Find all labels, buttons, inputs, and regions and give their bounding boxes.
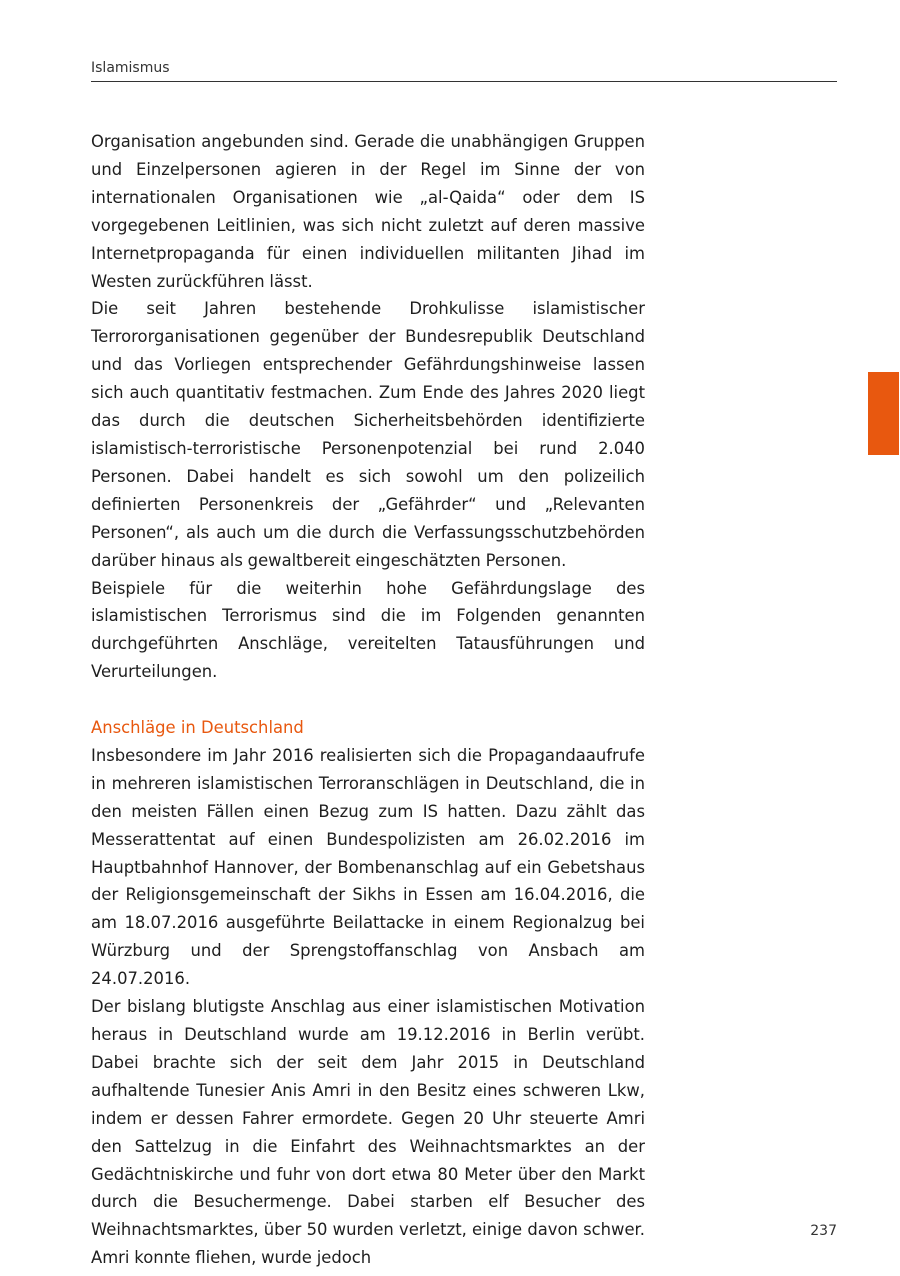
body-paragraph-2: Die seit Jahren bestehende Drohkulisse islamistischer Terrororganisationen gegenüber der Bundesrepublik Deutschland und das Vorliegen entsprechender Gefährdungshinweise lassen sich auch quantitativ festmachen. Zum Ende des Jahres 2020 liegt das durch die deutschen Sicherheitsbehörden identifizierte islamistisch-terroristische Personenpotenzial bei rund 2.040 Personen. Dabei handelt es sich sowohl um den polizeilich definierten Personenkreis der „Gefährder“ und „Relevanten Personen“, als auch um die durch die Verfassungsschutzbehörden darüber hinaus als gewaltbereit eingeschätzten Personen. [91,299,645,570]
section-heading: Anschläge in Deutschland [91,718,304,738]
body-paragraph-1: Organisation angebunden sind. Gerade die unabhängigen Gruppen und Einzelpersonen agieren in der Regel im Sinne der von internationalen Organisationen wie „al-Qaida“ oder dem IS vorgegebenen Leitlinien, was sich nicht zuletzt auf deren massive Internetpropaganda für einen individuellen militanten Jihad im Westen zurückführen lässt. [91,132,645,291]
chapter-tab-marker [868,372,899,455]
body-paragraph-4: Insbesondere im Jahr 2016 realisierten sich die Propagandaaufrufe in mehreren islamistischen Terroranschlägen in Deutschland, die in den meisten Fällen einen Bezug zum IS hatten. Dazu zählt das Messerattentat auf einen Bundespolizisten am 26.02.2016 im Hauptbahnhof Hannover, der Bombenanschlag auf ein Gebetshaus der Religionsgemeinschaft der Sikhs in Essen am 16.04.2016, die am 18.07.2016 ausgeführte Beilattacke in einem Regionalzug bei Würzburg und der Sprengstoffanschlag von Ansbach am 24.07.2016. [91,745,645,989]
page-number: 237 [810,1223,837,1239]
running-header [91,59,837,82]
main-text [91,128,645,1272]
body-paragraph-3: Beispiele für die weiterhin hohe Gefährdungslage des islamistischen Terrorismus sind die im Folgenden genannten durchgeführten Anschläge, vereitelten Tatausführungen und Verurteilungen. [91,578,645,682]
running-title: Islamismus [91,60,170,76]
body-paragraph-5: Der bislang blutigste Anschlag aus einer islamistischen Motivation heraus in Deutschland wurde am 19.12.2016 in Berlin verübt. Dabei brachte sich der seit dem Jahr 2015 in Deutschland aufhaltende Tunesier Anis Amri in den Besitz eines schweren Lkw, indem er dessen Fahrer ermordete. Gegen 20 Uhr steuerte Amri den Sattelzug in die Einfahrt des Weihnachtsmarktes an der Gedächtniskirche und fuhr von dort etwa 80 Meter über den Markt durch die Besuchermenge. Dabei starben elf Besucher des Weihnachtsmarktes, über 50 wurden verletzt, einige davon schwer. Amri konnte fliehen, wurde jedoch [91,997,645,1268]
